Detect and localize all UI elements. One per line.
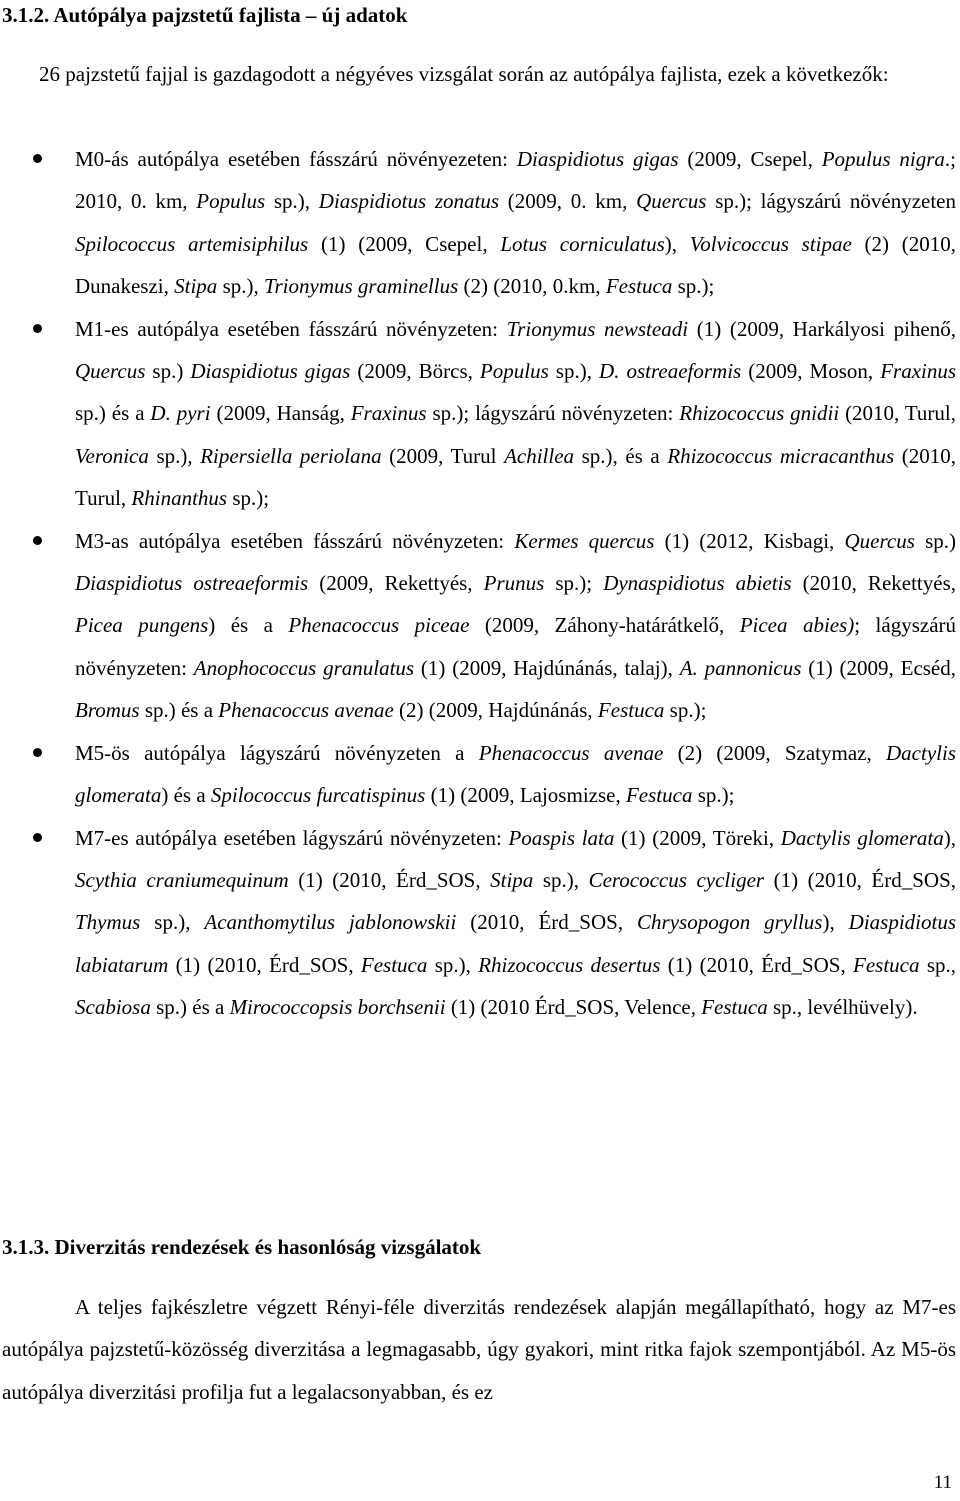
species-list-item: [0, 520, 956, 732]
species-list-item: [0, 732, 956, 817]
species-name: Festuca: [597, 698, 665, 723]
species-list-item: [0, 817, 956, 1029]
text-run: sp.); lágyszárú növényzeten: [706, 189, 956, 214]
text-run: (1) (2010 Érd_SOS, Velence,: [445, 995, 702, 1020]
species-name: Spilococcus furcatispinus: [210, 783, 426, 808]
species-name: Festuca: [701, 995, 768, 1020]
text-run: sp.);: [664, 698, 707, 723]
species-list-item: [0, 138, 956, 308]
text-run: (2009, Rekettyés,: [308, 571, 484, 596]
species-name: Fraxinus: [350, 401, 427, 426]
text-run: M5-ös autópálya lágyszárú növényzeten a: [75, 740, 479, 765]
species-name: Trionymus newsteadi: [506, 316, 689, 341]
species-name: Rhinanthus: [131, 486, 228, 511]
text-run: sp.,: [919, 952, 956, 977]
text-run: (2009, Csepel,: [678, 147, 822, 171]
text-run: sp.);: [672, 274, 715, 299]
species-list-item: [0, 308, 956, 520]
species-name: Festuca: [853, 952, 920, 977]
species-list: [0, 138, 956, 1029]
intro-paragraph: 26 pajzstetű fajjal is gazdagodott a négyéves vizsgálat során az autópálya fajlista, ezek a következők:: [39, 62, 889, 86]
species-name: Chrysopogon gryllus: [637, 910, 823, 935]
species-name: Quercus: [636, 189, 707, 214]
species-name: Poaspis lata: [508, 825, 615, 850]
species-name: Populus nigra: [821, 147, 945, 171]
species-name: Anophococcus granulatus: [193, 655, 415, 680]
bullet-icon: [33, 536, 42, 545]
bullet-icon: [33, 748, 42, 757]
species-name: Fraxinus: [880, 359, 957, 384]
text-run: [698, 656, 705, 680]
bullet-icon: [33, 324, 42, 333]
text-run: (2) (2009, Szatymaz,: [663, 740, 887, 765]
species-name: Achillea: [504, 443, 575, 468]
text-run: (2009, Hanság,: [210, 401, 351, 426]
text-run: ) és a: [208, 613, 289, 638]
text-run: (1) (2009, Ecséd,: [801, 655, 957, 680]
species-name: Acanthomytilus jablonowskii: [204, 910, 457, 935]
species-name: Diaspidiotus ostreaeformis: [75, 571, 309, 596]
text-run: ),: [943, 825, 956, 850]
text-run: sp.) és a: [150, 995, 230, 1020]
species-name: Diaspidiotus zonatus: [318, 189, 500, 214]
text-run: sp.),: [148, 443, 201, 468]
species-name: Diaspidiotus labiatarum: [75, 910, 957, 977]
species-name: Scythia craniumequinum: [75, 867, 289, 892]
species-name: Diaspidiotus gigas: [516, 147, 679, 171]
species-name: Festuca: [605, 274, 673, 299]
species-name: Quercus: [75, 359, 146, 384]
text-run: (1) (2009, Hajdúnánás, talaj),: [414, 655, 680, 680]
species-name: Rhizococcus gnidii: [679, 401, 840, 426]
text-run: (2009, Záhony-határátkelő,: [469, 613, 740, 638]
text-run: sp.); lágyszárú növényzeten:: [426, 401, 680, 426]
species-name: Diaspidiotus gigas: [190, 359, 351, 384]
text-run: (2009, Moson,: [741, 359, 881, 384]
text-run: (2009, Börcs,: [350, 359, 480, 384]
species-name: Rhizococcus micracanthus: [667, 443, 895, 468]
text-run: sp., levélhüvely).: [767, 995, 918, 1020]
text-run: (1) (2010, Érd_SOS,: [764, 867, 957, 892]
text-run: sp.) és a: [75, 401, 151, 426]
text-run: (2010, Turul,: [75, 443, 956, 511]
text-run: (1) (2012, Kisbagi,: [654, 528, 845, 553]
text-run: M0-ás autópálya esetében fásszárú növényezeten:: [75, 147, 517, 171]
text-run: (1) (2010, Érd_SOS,: [288, 867, 491, 892]
species-name: Dactylis glomerata: [780, 825, 944, 850]
species-name: Kermes quercus: [514, 528, 655, 553]
text-run: (1) (2010, Érd_SOS,: [660, 952, 854, 977]
species-name: Prunus: [483, 571, 545, 596]
text-run: sp.);: [544, 571, 604, 596]
text-run: (1) (2009, Harkályosi pihenő,: [688, 316, 957, 341]
text-run: (1) (2009, Csepel,: [308, 231, 501, 256]
page-number: 11: [933, 1472, 952, 1493]
species-name: Scabiosa: [75, 995, 151, 1020]
species-name: D. pyri: [150, 401, 211, 426]
species-name: Rhizococcus desertus: [478, 952, 661, 977]
text-run: sp.): [145, 359, 191, 384]
text-run: (2010, Rekettyés,: [791, 571, 956, 596]
species-name: Bromus: [75, 698, 140, 723]
species-name: Ripersiella periolana: [200, 443, 382, 468]
species-name: Populus: [479, 359, 549, 384]
text-run: (2009, 0. km,: [499, 189, 637, 214]
text-run: (2010, Érd_SOS,: [456, 910, 638, 935]
bullet-icon: [33, 833, 42, 842]
text-run: sp.),: [265, 189, 319, 214]
species-name: Trionymus graminellus: [263, 274, 459, 299]
species-name: Veronica: [75, 443, 149, 468]
text-run: (2010, Turul,: [839, 401, 956, 426]
text-run: (2) (2009, Hajdúnánás,: [393, 698, 598, 723]
species-name: Festuca: [360, 952, 428, 977]
species-name: Populus: [196, 189, 266, 214]
text-run: (2) (2010, 0.km,: [458, 274, 606, 299]
diversity-paragraph: A teljes fajkészletre végzett Rényi-féle diverzitás rendezések alapján megállapítható, hogy az M7-es autópálya pajzstetű-közösség diverzitása a legmagasabb, úgy gyakori, mint ritka fajok szempontjából. Az M5-ös autópálya diverzitási profilja fut a legalacsonyabban, és ez: [2, 1295, 956, 1404]
species-name: Lotus corniculatus: [500, 231, 665, 256]
text-run: (2) (2010, Dunakeszi,: [75, 231, 956, 299]
text-run: .; 2010, 0. km,: [75, 147, 956, 214]
bullet-icon: [33, 154, 42, 163]
species-name: Phenacoccus avenae: [478, 740, 664, 765]
text-run: sp.),: [533, 867, 589, 892]
text-run: (2009, Turul: [381, 443, 505, 468]
species-name: Festuca: [625, 783, 693, 808]
species-name: Picea abies): [739, 613, 855, 638]
text-run: sp.),: [427, 952, 479, 977]
text-run: sp.);: [227, 486, 270, 511]
species-name: Stipa: [490, 867, 534, 892]
text-run: M1-es autópálya esetében fásszárú növényzeten:: [75, 316, 507, 341]
text-run: (1) (2009, Töreki,: [614, 825, 781, 850]
species-name: Picea pungens: [75, 613, 209, 638]
species-name: Cerococcus cycliger: [588, 867, 765, 892]
text-run: ) és a: [161, 783, 211, 808]
text-run: ),: [664, 231, 690, 256]
text-run: sp.),: [140, 910, 205, 935]
text-run: M3-as autópálya esetében fásszárú növényzeten:: [75, 528, 515, 553]
text-run: sp.) és a: [139, 698, 219, 723]
species-name: Volvicoccus stipae: [689, 231, 852, 256]
text-run: sp.), és a: [574, 443, 668, 468]
species-name: Mirococcopsis borchsenii: [229, 995, 446, 1020]
species-name: pannonicus: [704, 655, 802, 680]
species-name: A.: [679, 655, 698, 680]
text-run: sp.);: [692, 783, 735, 808]
species-name: D. ostreaeformis: [599, 359, 742, 384]
species-name: Dynaspidiotus abietis: [603, 571, 792, 596]
text-run: sp.),: [217, 274, 264, 299]
species-name: Thymus: [75, 910, 141, 935]
species-name: Spilococcus artemisiphilus: [75, 231, 309, 256]
species-name: Stipa: [174, 274, 218, 299]
text-run: M7-es autópálya esetében lágyszárú növényzeten:: [75, 825, 509, 850]
text-run: (1) (2009, Lajosmizse,: [425, 783, 626, 808]
species-name: Phenacoccus piceae: [288, 613, 470, 638]
text-run: sp.),: [548, 359, 600, 384]
text-run: sp.): [914, 528, 957, 553]
species-name: Dactylis glomerata: [75, 740, 956, 808]
species-name: Quercus: [844, 528, 915, 553]
section-heading-3-1-2: 3.1.2. Autópálya pajzstetű fajlista – új adatok: [2, 3, 408, 27]
section-heading-3-1-3: 3.1.3. Diverzitás rendezések és hasonlóság vizsgálatok: [2, 1235, 482, 1259]
text-run: ; lágyszárú növényzeten:: [75, 613, 957, 680]
text-run: (1) (2010, Érd_SOS,: [168, 952, 361, 977]
species-name: Phenacoccus avenae: [218, 698, 394, 723]
text-run: ),: [822, 910, 849, 935]
